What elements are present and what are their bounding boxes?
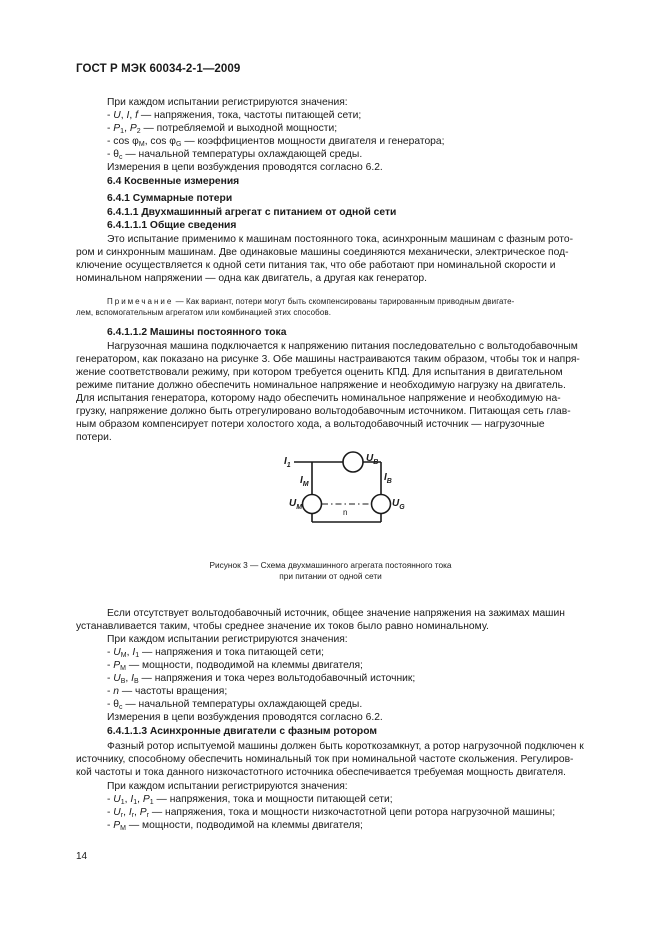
dc-para-line: Для испытания генератора, которому надо обеспечить номинальное напряжение и необходимую на-: [76, 393, 561, 404]
note-line-1: Примечание — Как вариант, потери могут быть скомпенсированы тарированным приводным двигате-: [107, 297, 515, 306]
label-UG: $U_G$: [392, 498, 405, 511]
generator-circle: [372, 495, 391, 514]
dc-para-line: ным образом компенсирует потери холостого хода, а вольтодобавочный источник — нагрузочные: [76, 419, 545, 430]
record-item: - n — частоты вращения;: [107, 686, 228, 697]
record-item: - $U_r$, $I_r$, $P_r$ — напряжения, тока и мощности низкочастотной цепи ротора нагрузочной машины;: [107, 807, 556, 819]
heading-6-4: 6.4 Косвенные измерения: [107, 176, 240, 187]
dc-para-line: потери.: [76, 432, 112, 443]
heading-6-4-1: 6.4.1 Суммарные потери: [107, 193, 233, 204]
circuit-diagram: [270, 445, 410, 525]
label-IM: $I_M$: [300, 475, 309, 488]
figure-caption-2: при питании от одной сети: [279, 571, 382, 581]
label-n: n: [343, 508, 348, 517]
motor-circle: [303, 495, 322, 514]
dc-para-line: режиме питание должно обеспечить номинальное напряжение и необходимую нагрузку на двигатель.: [76, 380, 566, 391]
record-item: - U, I, f — напряжения, тока, частоты питающей сети;: [107, 110, 362, 121]
record-item: - $U_B$, $I_B$ — напряжения и тока через вольтодобавочный источник;: [107, 673, 416, 685]
dc-para-line: Нагрузочная машина подключается к напряжению питания последовательно с вольтодобавочным: [107, 341, 578, 352]
record-item: - $P_M$ — мощности, подводимой на клеммы двигателя;: [107, 820, 363, 832]
async-para-line: источнику, способному обеспечить номинальный ток при номинальной частоте скольжения. Регулиров-: [76, 754, 574, 765]
figure-caption-1: Рисунок 3 — Схема двухмашинного агрегата постоянного тока: [209, 560, 452, 570]
general-para-line: ключение осуществляется к одной сети питания так, что обе работают при номинальной скорости и: [76, 260, 556, 271]
excitation-note-1: Измерения в цепи возбуждения проводятся согласно 6.2.: [107, 162, 383, 173]
general-para-line: Это испытание применимо к машинам постоянного тока, асинхронным машинам с фазным рото-: [107, 234, 574, 245]
general-para-line: номинальном напряжении — одна как двигатель, а другая как генератор.: [76, 273, 428, 284]
after-fig-line: Если отсутствует вольтодобавочный источник, общее значение напряжения на зажимах машин: [107, 608, 565, 619]
record-item: - $P_M$ — мощности, подводимой на клеммы двигателя;: [107, 660, 363, 672]
heading-6-4-1-1-2: 6.4.1.1.2 Машины постоянного тока: [107, 327, 287, 338]
label-UM: $U_M$: [289, 498, 303, 511]
record-item: - $U_1$, $I_1$, $P_1$ — напряжения, тока и мощности питающей сети;: [107, 794, 393, 806]
record-intro-3: При каждом испытании регистрируются значения:: [107, 781, 348, 792]
record-item: - $\theta_c$ — начальной температуры охлаждающей среды.: [107, 699, 363, 711]
record-intro-1: При каждом испытании регистрируются значения:: [107, 97, 348, 108]
heading-6-4-1-1-3: 6.4.1.1.3 Асинхронные двигатели с фазным ротором: [107, 726, 377, 737]
async-para-line: Фазный ротор испытуемой машины должен быть короткозамкнут, а ротор нагрузочной подключен к: [107, 741, 584, 752]
async-para-line: кой частоты и тока данного низкочастотного источника обеспечивается требуемая мощность двигателя.: [76, 767, 566, 778]
excitation-note-2: Измерения в цепи возбуждения проводятся согласно 6.2.: [107, 712, 383, 723]
record-item: - $U_M$, $I_1$ — напряжения и тока питающей сети;: [107, 647, 324, 659]
after-fig-line: устанавливается таким, чтобы среднее значение их токов было равно номинальному.: [76, 621, 489, 632]
record-item: - $\theta_c$ — начальной температуры охлаждающей среды.: [107, 149, 363, 161]
page-header: ГОСТ Р МЭК 60034-2-1—2009: [76, 63, 241, 75]
label-IB: $I_B$: [384, 472, 392, 485]
note-line-2: лем, вспомогательным агрегатом или комбинацией этих способов.: [76, 308, 332, 317]
label-UB: $U_B$: [366, 453, 379, 466]
booster-machine-circle: [343, 452, 363, 472]
dc-para-line: грузку, напряжение должно быть отрегулировано вольтодобавочным источником. Питающая сеть глав-: [76, 406, 571, 417]
page-number: 14: [76, 851, 88, 862]
record-intro-2: При каждом испытании регистрируются значения:: [107, 634, 348, 645]
dc-para-line: жение соответствовали режиму, при котором требуется оценить КПД. Для испытания в двигательном: [76, 367, 563, 378]
dc-para-line: генератором, как показано на рисунке 3. Обе машины настраиваются таким образом, чтобы ток и напря-: [76, 354, 580, 365]
heading-6-4-1-1-1: 6.4.1.1.1 Общие сведения: [107, 220, 237, 231]
label-I1: $I_1$: [284, 456, 291, 469]
record-item: - $P_1$, $P_2$ — потребляемой и выходной мощности;: [107, 123, 338, 135]
record-item: - $\cos \varphi_M$, $\cos \varphi_G$ — коэффициентов мощности двигателя и генератора;: [107, 136, 445, 148]
general-para-line: ром и синхронным машинам. Две одинаковые машины соединяются механически, электрическое под-: [76, 247, 569, 258]
heading-6-4-1-1: 6.4.1.1 Двухмашинный агрегат с питанием от одной сети: [107, 207, 397, 218]
